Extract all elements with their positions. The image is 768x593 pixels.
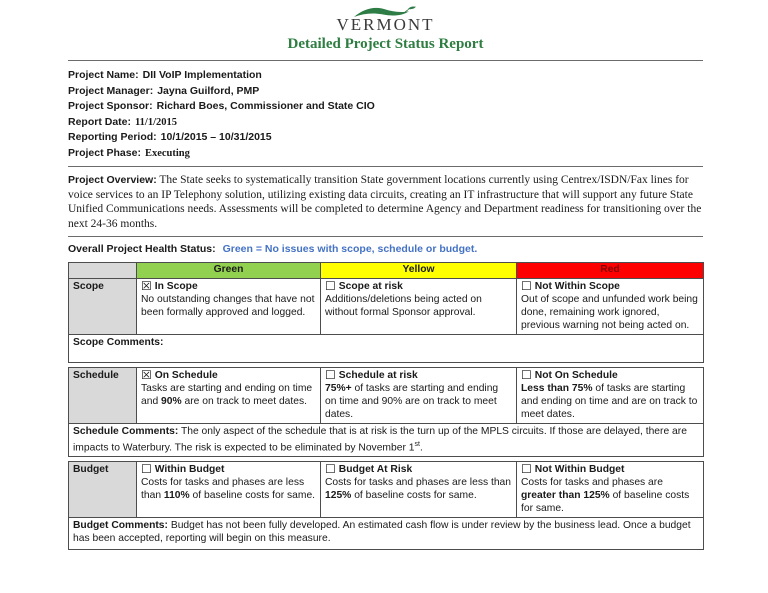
criteria-desc: Costs for tasks and phases are greater than 125% of baseline costs for same. <box>521 477 690 515</box>
scope-comments-row <box>69 335 704 363</box>
report-date-value: 11/1/2015 <box>135 116 178 128</box>
schedule-row-label: Schedule <box>69 368 137 424</box>
project-sponsor-line <box>68 99 703 115</box>
project-manager-line <box>68 84 703 100</box>
reporting-period-line <box>68 130 703 146</box>
scope-comments-label: Scope Comments: <box>73 337 164 348</box>
criteria-desc: No outstanding changes that have not been formally approved and logged. <box>141 294 315 318</box>
criteria-desc: Out of scope and unfunded work being done, remaining work ignored, previous warning not being acted on. <box>521 294 698 331</box>
criteria-desc: 75%+ of tasks are starting and ending on time and 90% are on track to meet dates. <box>325 383 499 420</box>
scope-table <box>68 262 704 363</box>
scope-red-cell <box>517 279 704 335</box>
schedule-comments-row <box>69 424 704 457</box>
criteria-title: In Scope <box>154 281 198 292</box>
budget-row <box>69 462 704 518</box>
reporting-period-value: 10/1/2015 – 10/31/2015 <box>160 131 272 143</box>
project-name-line <box>68 68 703 84</box>
header-blank-cell <box>69 263 137 279</box>
checkbox-unchecked-icon[interactable]: ☐ <box>141 462 152 477</box>
scope-comments-cell <box>69 335 704 363</box>
budget-comments-row <box>69 518 704 550</box>
project-phase-label: Project Phase: <box>68 146 141 159</box>
info-divider <box>68 166 703 167</box>
scope-row-label: Scope <box>69 279 137 335</box>
schedule-comments-cell <box>69 424 704 457</box>
health-status-value: Green = No issues with scope, schedule or budget. <box>222 243 478 255</box>
project-overview <box>68 173 703 231</box>
page-title: Detailed Project Status Report <box>287 36 484 52</box>
schedule-comments-tail: . <box>419 442 423 454</box>
checkbox-unchecked-icon[interactable]: ☐ <box>325 368 336 382</box>
schedule-comments-label: Schedule Comments: <box>73 426 179 437</box>
title-divider <box>68 60 703 61</box>
checkbox-unchecked-icon[interactable]: ☐ <box>325 279 336 293</box>
overview-label: Project Overview: <box>68 174 157 186</box>
schedule-yellow-cell <box>321 368 517 424</box>
budget-comments-cell <box>69 518 704 550</box>
budget-table <box>68 461 704 550</box>
project-manager-label: Project Manager: <box>68 84 154 97</box>
report-date-label: Report Date: <box>68 115 132 128</box>
criteria-desc: Costs for tasks and phases are less than 110% of baseline costs for same. <box>141 477 316 502</box>
scope-row <box>69 279 704 335</box>
criteria-title: Not On Schedule <box>534 370 618 381</box>
project-sponsor-value: Richard Boes, Commissioner and State CIO <box>156 100 375 112</box>
budget-row-label: Budget <box>69 462 137 518</box>
budget-red-cell <box>517 462 704 518</box>
project-manager-value: Jayna Guilford, PMP <box>157 84 260 97</box>
health-status-line <box>68 243 703 255</box>
budget-green-cell <box>137 462 321 518</box>
logo-text: VERMONT <box>336 15 435 34</box>
budget-comments-label: Budget Comments: <box>73 520 168 532</box>
criteria-title: Schedule at risk <box>338 370 418 381</box>
project-sponsor-label: Project Sponsor: <box>68 100 153 112</box>
criteria-title: Budget At Risk <box>338 464 413 476</box>
checkbox-checked-icon[interactable]: ☒ <box>141 368 152 382</box>
criteria-title: On Schedule <box>154 370 218 381</box>
criteria-desc: Tasks are starting and ending on time and 90% are on track to meet dates. <box>141 383 313 407</box>
budget-comments-text: Budget has not been fully developed. An estimated cash flow is under review by the business lead. Once a budget has been accepted, reporting will begin on this measure. <box>73 520 691 545</box>
budget-yellow-cell <box>321 462 517 518</box>
report-date-line <box>68 115 703 131</box>
checkbox-unchecked-icon[interactable]: ☐ <box>325 462 336 477</box>
criteria-desc: Additions/deletions being acted on without formal Sponsor approval. <box>325 294 482 318</box>
overview-divider <box>68 236 703 237</box>
criteria-title: Scope at risk <box>338 281 403 292</box>
header-green-cell: Green <box>137 263 321 279</box>
project-info <box>68 68 703 161</box>
project-phase-line <box>68 146 703 162</box>
checkbox-checked-icon[interactable]: ☒ <box>141 279 152 293</box>
project-name-value: DII VoIP Implementation <box>142 69 262 81</box>
project-phase-value: Executing <box>144 147 190 159</box>
checkbox-unchecked-icon[interactable]: ☐ <box>521 279 532 293</box>
project-name-label: Project Name: <box>68 69 139 81</box>
criteria-title: Within Budget <box>154 464 225 476</box>
criteria-title: Not Within Budget <box>534 464 625 476</box>
schedule-red-cell <box>517 368 704 424</box>
schedule-table <box>68 367 704 457</box>
criteria-desc: Less than 75% of tasks are starting and ending on time and are on track to meet dates. <box>521 383 698 420</box>
health-status-label: Overall Project Health Status: <box>68 243 216 255</box>
scope-yellow-cell <box>321 279 517 335</box>
criteria-desc: Costs for tasks and phases are less than 125% of baseline costs for same. <box>325 477 512 502</box>
schedule-green-cell <box>137 368 321 424</box>
vermont-logo <box>68 5 703 33</box>
overview-text: The State seeks to systematically transition State government locations currently using Centrex/ISDN/Fax lines for voice services to an IP Telephony solution, utilizing existing data circuits, creating an IT infrastructure that will support any future State Unified Communications needs. Assessments will be completed to determine Agency and Department readiness for transitioning over the next 24-36 months. <box>68 174 702 230</box>
scope-green-cell <box>137 279 321 335</box>
reporting-period-label: Reporting Period: <box>68 131 157 143</box>
criteria-title: Not Within Scope <box>534 281 620 292</box>
schedule-row <box>69 368 704 424</box>
header-red-cell: Red <box>517 263 704 279</box>
color-header-row <box>69 263 704 279</box>
header-yellow-cell: Yellow <box>321 263 517 279</box>
schedule-comments-text: The only aspect of the schedule that is at risk is the turn up of the MPLS circuits. If those are delayed, there are impacts to Waterbury. The risk is expected to be eliminated by November 1 <box>73 426 687 454</box>
checkbox-unchecked-icon[interactable]: ☐ <box>521 368 532 382</box>
schedule-comments-superscript: st <box>414 441 420 448</box>
checkbox-unchecked-icon[interactable]: ☐ <box>521 462 532 477</box>
